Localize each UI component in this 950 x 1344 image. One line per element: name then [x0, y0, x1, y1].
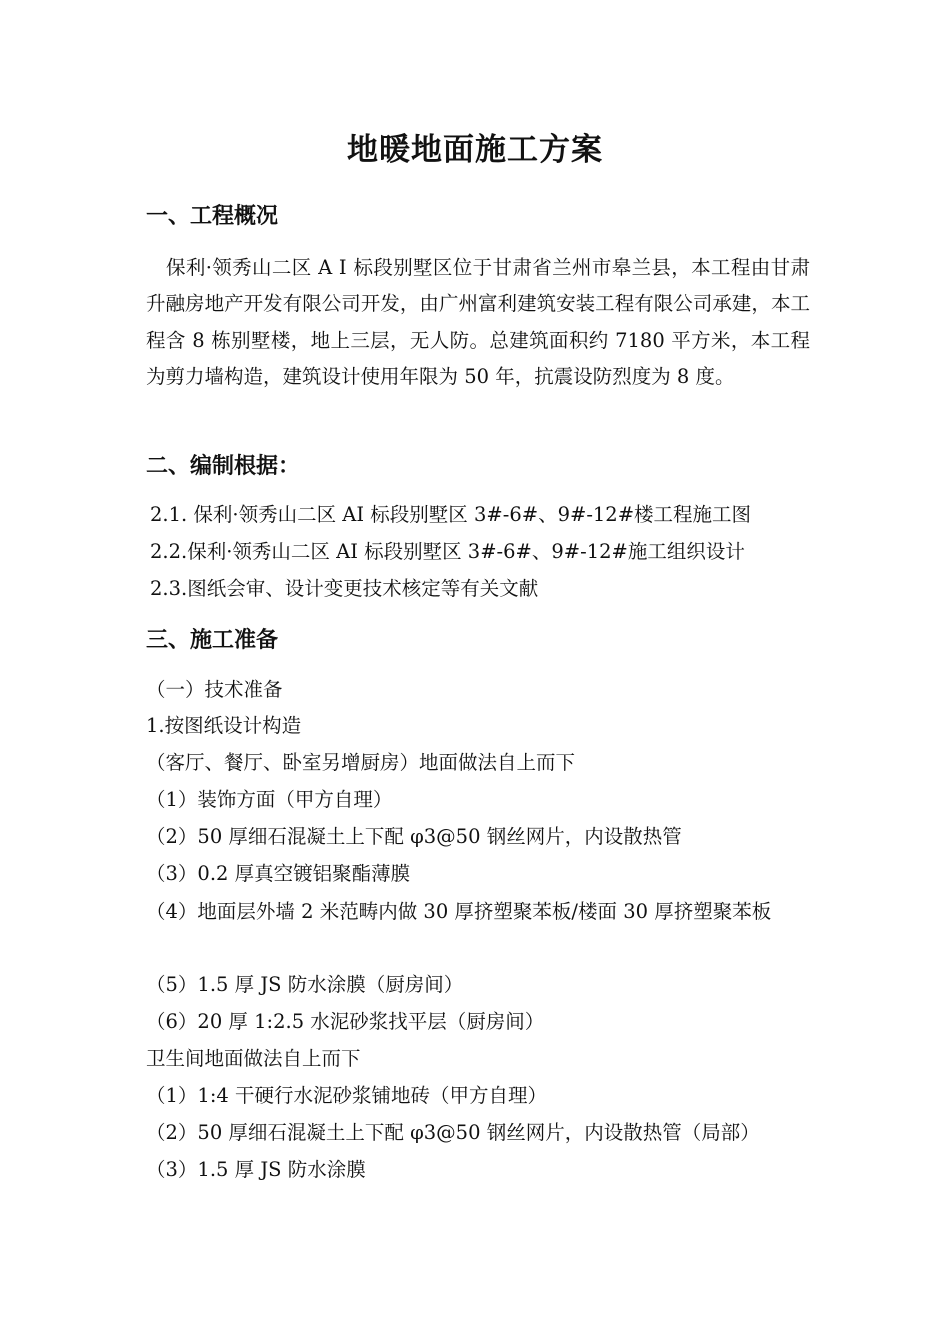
floor-layer-item: （1）装饰方面（甲方自理）: [146, 788, 393, 811]
floor-layer-item: （4）地面层外墙 2 米范畴内做 30 厚挤塑聚苯板/楼面 30 厚挤塑聚苯板: [146, 900, 772, 923]
item-design-structure: 1.按图纸设计构造: [146, 714, 302, 737]
floor-layer-item: （3）0.2 厚真空镀铝聚酯薄膜: [146, 862, 411, 885]
living-floor-heading: （客厅、餐厅、卧室另增厨房）地面做法自上而下: [146, 751, 576, 774]
section-heading-overview: 一、工程概况: [146, 203, 279, 229]
floor-layer-item: （2）50 厚细石混凝土上下配 φ3@50 钢丝网片，内设散热管: [146, 825, 682, 848]
subheading-technical-prep: （一）技术准备: [146, 678, 283, 701]
section-heading-preparation: 三、施工准备: [146, 627, 279, 653]
bathroom-floor-heading: 卫生间地面做法自上而下: [146, 1047, 361, 1070]
basis-item: 2.2.保利·领秀山二区 AⅠ 标段别墅区 3#-6#、9#-12#施工组织设计: [150, 540, 745, 563]
overview-paragraph: 保利·领秀山二区 A Ⅰ 标段别墅区位于甘肃省兰州市皋兰县，本工程由甘肃升融房地产开发有限公司开发，由广州富利建筑安装工程有限公司承建，本工程含 8 栋别墅楼，地上三层，无人防。总建筑面积约 7180 平方米，本工程为剪力墙构造，建筑设计使用年限为 50 年，抗震设防烈度为 8 度。: [146, 256, 810, 389]
document-title: 地暖地面施工方案: [347, 132, 603, 168]
bath-layer-item: （2）50 厚细石混凝土上下配 φ3@50 钢丝网片，内设散热管（局部）: [146, 1121, 760, 1144]
bath-layer-item: （1）1:4 干硬行水泥砂浆铺地砖（甲方自理）: [146, 1084, 547, 1107]
bath-layer-item: （3）1.5 厚 JS 防水涂膜: [146, 1158, 366, 1181]
basis-item: 2.3.图纸会审、设计变更技术核定等有关文献: [150, 577, 539, 600]
section-heading-basis: 二、编制根据：: [146, 453, 301, 479]
floor-layer-item: （5）1.5 厚 JS 防水涂膜（厨房间）: [146, 973, 464, 996]
floor-layer-item: （6）20 厚 1:2.5 水泥砂浆找平层（厨房间）: [146, 1010, 545, 1033]
basis-item: 2.1. 保利·领秀山二区 AⅠ 标段别墅区 3#-6#、9#-12#楼工程施工图: [150, 503, 752, 526]
